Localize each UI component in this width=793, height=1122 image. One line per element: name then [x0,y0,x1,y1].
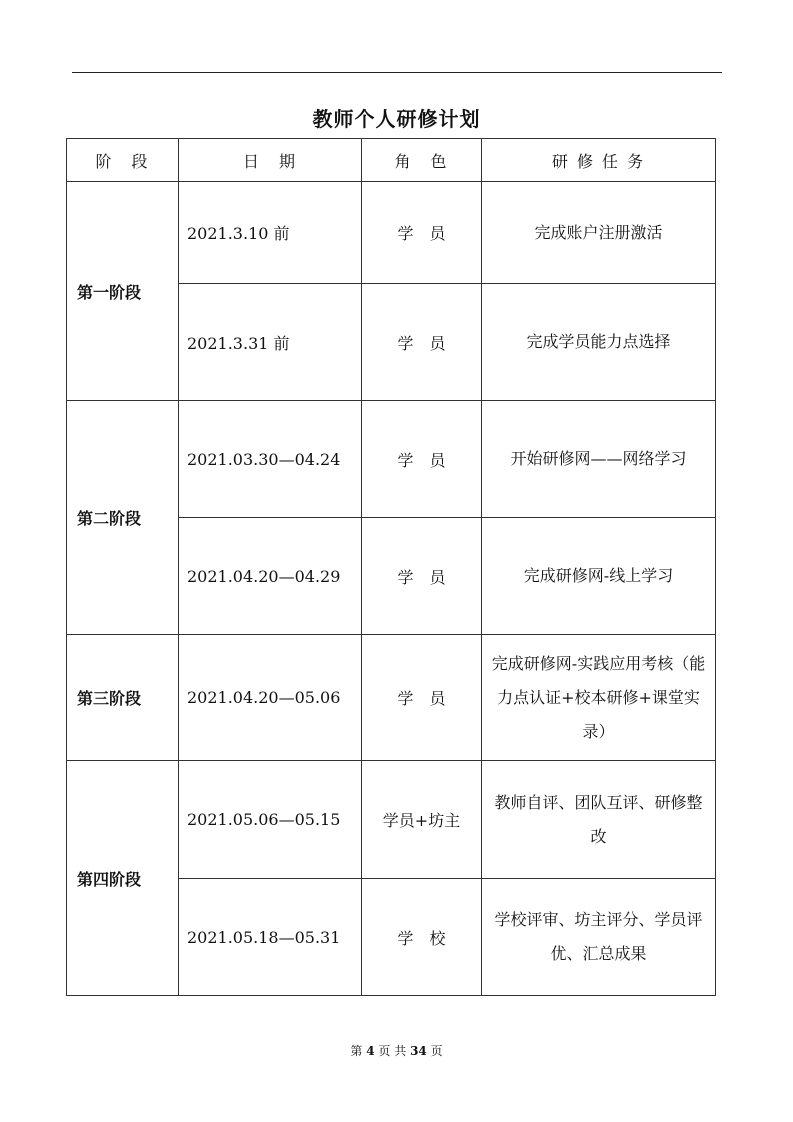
task-cell: 完成研修网-线上学习 [482,518,716,635]
role-cell: 学 员 [362,518,482,635]
task-cell: 学校评审、坊主评分、学员评优、汇总成果 [482,879,716,996]
date-cell: 2021.04.20—05.06 [179,635,362,761]
stage-name: 第四阶段 [67,761,179,996]
stage-name: 第二阶段 [67,401,179,635]
header-task: 研 修 任 务 [482,139,716,182]
task-cell: 完成学员能力点选择 [482,284,716,401]
header-rule [72,72,722,73]
role-cell: 学 员 [362,284,482,401]
footer-mid: 页 共 [378,1044,407,1058]
task-cell: 完成账户注册激活 [482,182,716,284]
table-row [67,401,716,518]
task-cell: 教师自评、团队互评、研修整改 [482,761,716,879]
footer-suffix: 页 [430,1044,443,1058]
page-footer [0,1042,793,1059]
footer-total-pages: 34 [410,1044,427,1058]
footer-prefix: 第 [350,1044,363,1058]
page-title: 教师个人研修计划 [312,107,481,131]
table-row [67,635,716,761]
table-header-row [67,139,716,182]
stage-name: 第一阶段 [67,182,179,401]
date-cell: 2021.3.10 前 [179,182,362,284]
date-cell: 2021.05.18—05.31 [179,879,362,996]
task-cell: 完成研修网-实践应用考核（能力点认证+校本研修+课堂实录） [482,635,716,761]
header-date: 日 期 [179,139,362,182]
plan-table [66,138,716,996]
stage-name: 第三阶段 [67,635,179,761]
header-stage: 阶 段 [67,139,179,182]
role-cell: 学员+坊主 [362,761,482,879]
table-row [67,182,716,284]
date-cell: 2021.05.06—05.15 [179,761,362,879]
footer-page-number: 4 [366,1044,375,1058]
role-cell: 学 员 [362,635,482,761]
date-cell: 2021.04.20—04.29 [179,518,362,635]
header-role: 角 色 [362,139,482,182]
role-cell: 学 员 [362,182,482,284]
role-cell: 学 校 [362,879,482,996]
task-cell: 开始研修网——网络学习 [482,401,716,518]
table-row [67,761,716,879]
date-cell: 2021.03.30—04.24 [179,401,362,518]
role-cell: 学 员 [362,401,482,518]
date-cell: 2021.3.31 前 [179,284,362,401]
